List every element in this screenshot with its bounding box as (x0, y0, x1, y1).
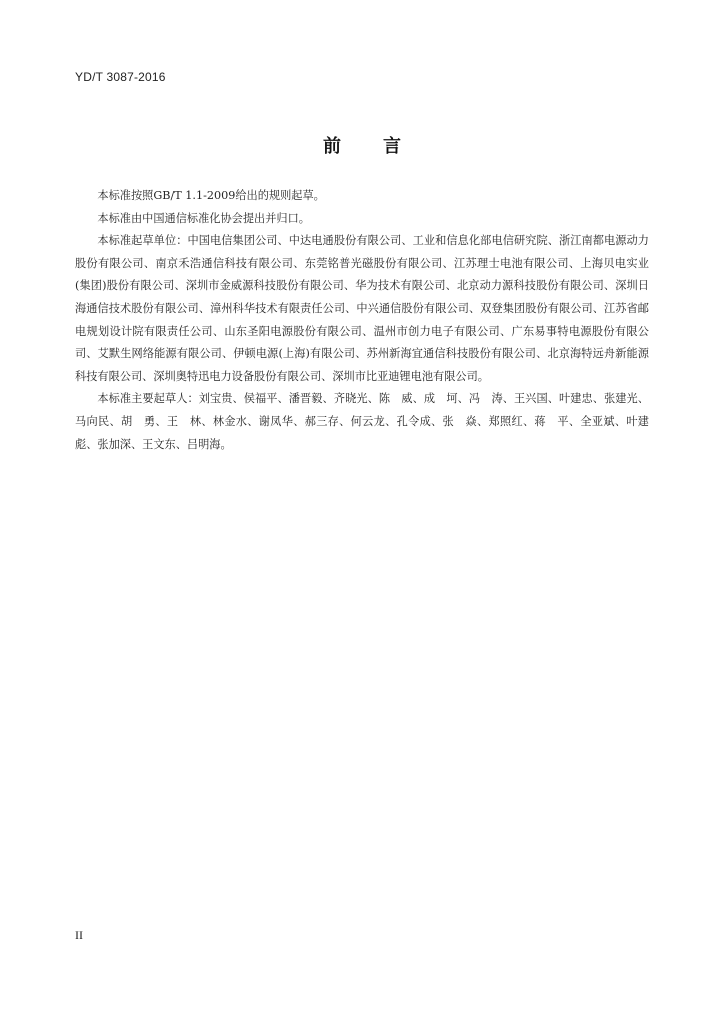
foreword-body (75, 185, 649, 456)
document-code: YD/T 3087-2016 (75, 70, 166, 84)
paragraph-drafting-rules: 本标准按照GB/T 1.1-2009给出的规则起草。 (97, 189, 325, 202)
title-char-2: 言 (383, 136, 401, 157)
title-char-1: 前 (323, 136, 341, 157)
paragraph-drafting-units: 本标准起草单位：中国电信集团公司、中达电通股份有限公司、工业和信息化部电信研究院、浙江南都电源动力股份有限公司、南京禾浩通信科技有限公司、东莞铭普光磁股份有限公司、江苏理士电池有限公司、上海贝电实业(集团)股份有限公司、深圳市金威源科技股份有限公司、华为技术有限公司、北京动力源科技股份有限公司、深圳日海通信技术股份有限公司、漳州科华技术有限责任公司、中兴通信股份有限公司、双登集团股份有限公司、江苏省邮电规划设计院有限责任公司、山东圣阳电源股份有限公司、温州市创力电子有限公司、广东易事特电源股份有限公司、艾默生网络能源有限公司、伊顿电源(上海)有限公司、苏州新海宜通信科技股份有限公司、北京海特远舟新能源科技有限公司、深圳奥特迅电力设备股份有限公司、深圳市比亚迪锂电池有限公司。 (75, 234, 649, 383)
page-title (0, 132, 724, 158)
paragraph-proposer: 本标准由中国通信标准化协会提出并归口。 (97, 211, 310, 225)
page-number: II (75, 928, 83, 942)
paragraph-drafters: 本标准主要起草人：刘宝贵、侯福平、潘晋毅、齐晓光、陈 威、成 坷、冯 涛、王兴国、叶建忠、张建光、马向民、胡 勇、王 林、林金水、谢凤华、郝三存、何云龙、孔令成、张 焱、郑照红、蒋 平、全亚斌、叶建彪、张加深、王文东、吕明海。 (75, 392, 649, 451)
